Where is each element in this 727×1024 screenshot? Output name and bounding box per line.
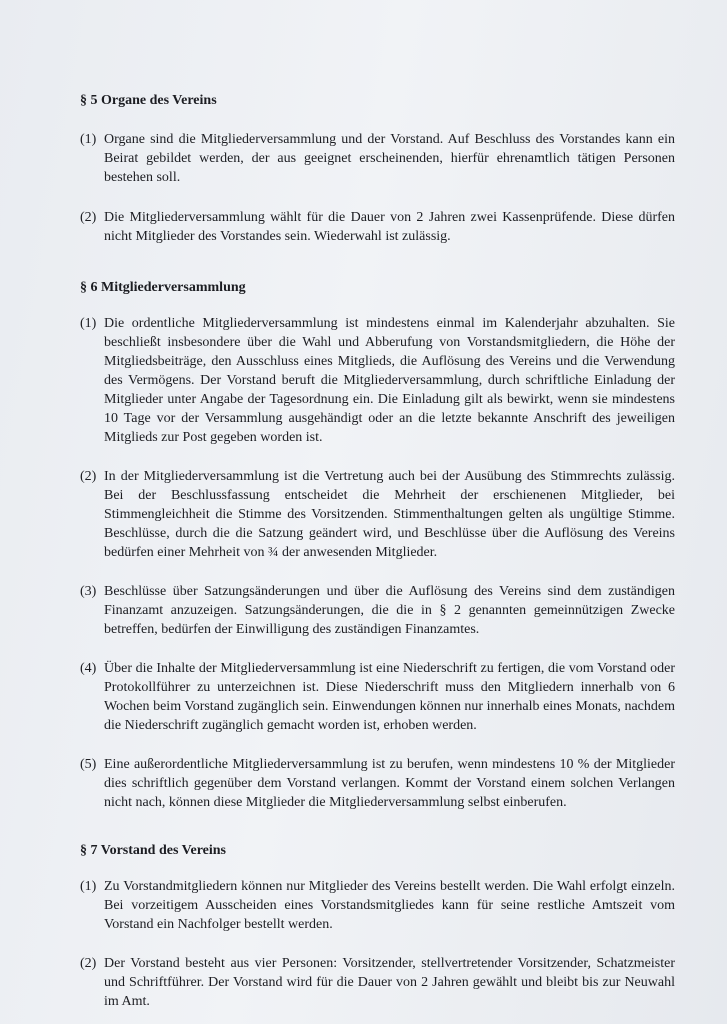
section-6-heading: § 6 Mitgliederversammlung [80, 280, 246, 295]
section-6-paragraph-4 [80, 659, 675, 735]
paragraph-number: (2) [80, 469, 97, 484]
paragraph-text: Zu Vorstandmitgliedern können nur Mitglieder des Vereins bestellt werden. Die Wahl erfolgt einzeln. Bei vorzeitigem Ausscheiden eines Vorstandsmitgliedes kann für seine restliche Amtszeit vom Vorstand ein Nachfolger bestellt werden. [104, 879, 675, 932]
section-6-paragraph-5 [80, 755, 675, 812]
paragraph-number: (3) [80, 584, 97, 599]
paragraph-text: Organe sind die Mitgliederversammlung und der Vorstand. Auf Beschluss des Vorstandes kann ein Beirat gebildet werden, der aus geeignet erscheinenden, hierfür ehrenamtlich tätigen Personen bestehen soll. [104, 132, 675, 185]
section-6-paragraph-3 [80, 582, 675, 639]
section-7-paragraph-1 [80, 877, 675, 934]
paragraph-text: In der Mitgliederversammlung ist die Vertretung auch bei der Ausübung des Stimmrechts zulässig. Bei der Beschlussfassung entscheidet die Mehrheit der erschienenen Mitglieder, bei Stimmengleichheit die Stimme des Vorsitzenden. Stimmenthaltungen gelten als ungültige Stimme. Beschlüsse, durch die die Satzung geändert wird, und Beschlüsse über die Auflösung des Vereins bedürfen einer Mehrheit von ¾ der anwesenden Mitglieder. [104, 469, 675, 560]
paragraph-text: Eine außerordentliche Mitgliederversammlung ist zu berufen, wenn mindestens 10 % der Mitglieder dies schriftlich gegenüber dem Vorstand verlangen. Kommt der Vorstand einem solchen Verlangen nicht nach, können diese Mitglieder die Mitgliederversammlung selbst einberufen. [104, 757, 675, 810]
section-5 [80, 92, 675, 246]
paragraph-number: (2) [80, 210, 97, 225]
section-6 [80, 279, 675, 812]
section-5-paragraph-1 [80, 130, 675, 187]
paragraph-number: (5) [80, 757, 97, 772]
paragraph-text: Beschlüsse über Satzungsänderungen und über die Auflösung des Vereins sind dem zuständigen Finanzamt anzuzeigen. Satzungsänderungen, die die in § 2 genannten gemeinnützigen Zwecke betreffen, bedürfen der Einwilligung des zuständigen Finanzamtes. [104, 584, 675, 637]
section-5-paragraph-2 [80, 208, 675, 246]
section-7-paragraph-2 [80, 954, 675, 1011]
section-7-heading: § 7 Vorstand des Vereins [80, 843, 227, 858]
section-6-paragraph-2 [80, 467, 675, 562]
section-6-paragraph-1 [80, 314, 675, 447]
paragraph-text: Der Vorstand besteht aus vier Personen: Vorsitzender, stellvertretender Vorsitzender, Schatzmeister und Schriftführer. Der Vorstand wird für die Dauer von 2 Jahren gewählt und bleibt bis zur Neuwahl im Amt. [104, 956, 675, 1009]
section-7 [80, 842, 675, 1011]
paragraph-number: (1) [80, 316, 97, 331]
paragraph-number: (4) [80, 661, 97, 676]
paragraph-number: (2) [80, 956, 97, 971]
section-5-heading: § 5 Organe des Vereins [80, 93, 217, 108]
paragraph-number: (1) [80, 879, 97, 894]
paragraph-number: (1) [80, 132, 97, 147]
paragraph-text: Die ordentliche Mitgliederversammlung ist mindestens einmal im Kalenderjahr abzuhalten. Sie beschließt insbesondere über die Wahl und Abberufung von Vorstandsmitgliedern, die Höhe der Mitgliedsbeiträge, den Ausschluss eines Mitglieds, die Auflösung des Vereins und die Verwendung des Vermögens. Der Vorstand beruft die Mitgliederversammlung, durch schriftliche Einladung der Mitglieder unter Angabe der Tagesordnung ein. Die Einladung gilt als bewirkt, wenn sie mindestens 10 Tage vor der Versammlung ausgehändigt oder an die letzte bekannte Anschrift des jeweiligen Mitglieds zur Post gegeben worden ist. [104, 316, 675, 445]
paragraph-text: Die Mitgliederversammlung wählt für die Dauer von 2 Jahren zwei Kassenprüfende. Diese dürfen nicht Mitglieder des Vorstandes sein. Wiederwahl ist zulässig. [104, 210, 675, 244]
paragraph-text: Über die Inhalte der Mitgliederversammlung ist eine Niederschrift zu fertigen, die vom Vorstand oder Protokollführer zu unterzeichnen ist. Diese Niederschrift muss den Mitgliedern innerhalb von 6 Wochen beim Vorstand zugänglich sein. Einwendungen können nur innerhalb eines Monats, nachdem die Niederschrift zugänglich gemacht worden ist, erhoben werden. [104, 661, 675, 733]
